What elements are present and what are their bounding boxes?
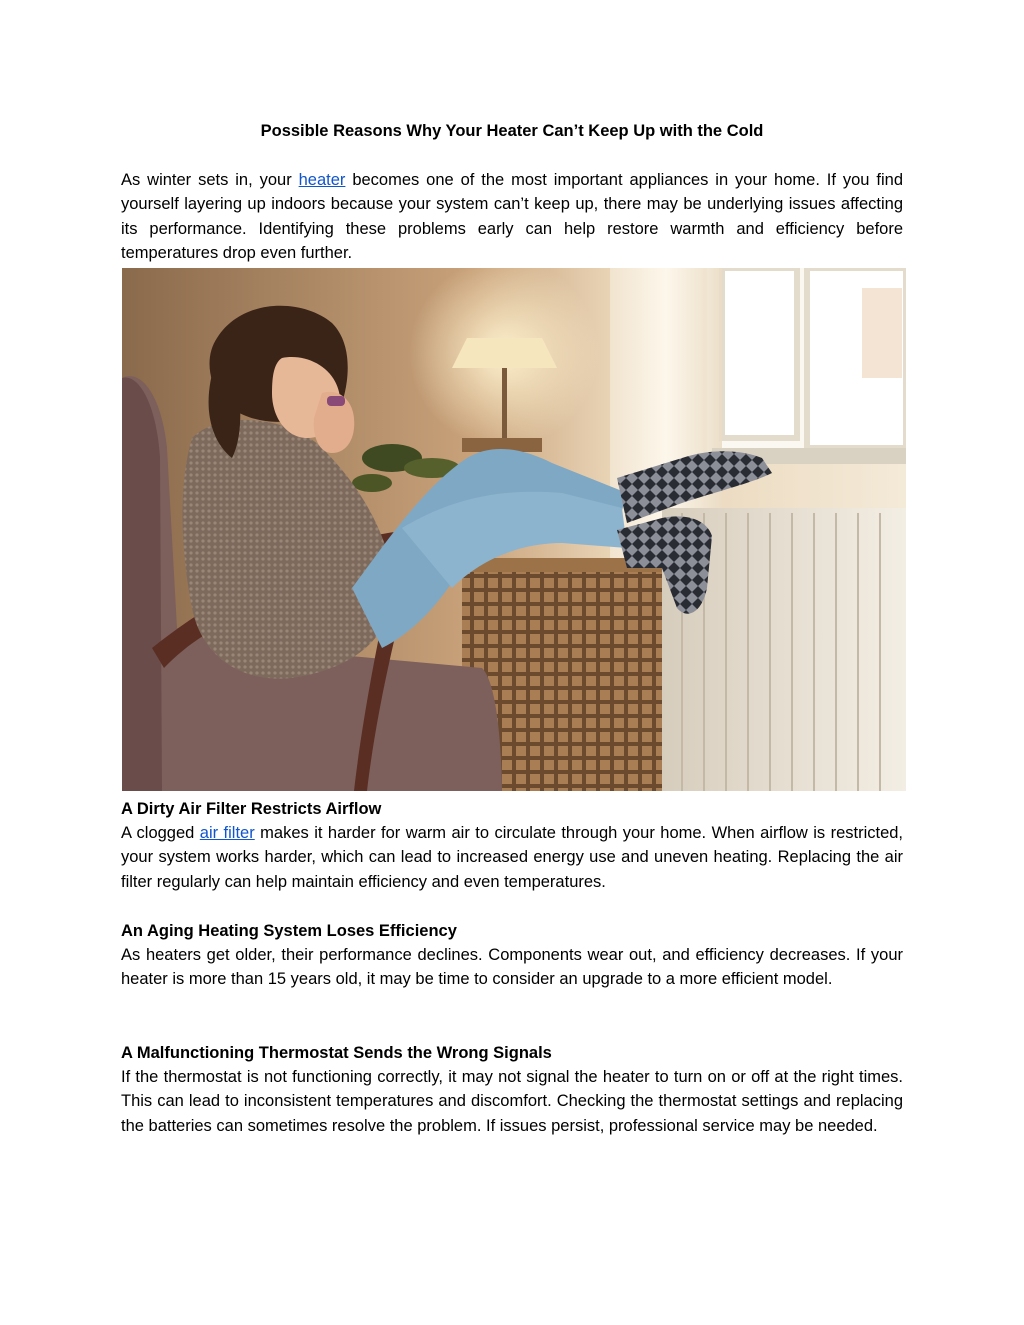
heater-link[interactable]: heater xyxy=(298,171,346,189)
section-body-air-filter xyxy=(121,821,903,894)
section-body-aging-system: As heaters get older, their performance declines. Components wear out, and efficiency decreases. If your heater is more than 15 years old, it may be time to consider an upgrade to a more efficient model. xyxy=(121,946,903,989)
air-filter-link[interactable]: air filter xyxy=(199,824,255,842)
intro-text-before: As winter sets in, your xyxy=(121,171,299,189)
cold-woman-photo xyxy=(122,268,906,791)
section-heading-air-filter: A Dirty Air Filter Restricts Airflow xyxy=(121,800,382,818)
air-filter-text-before: A clogged xyxy=(121,824,200,842)
section-heading-aging-system: An Aging Heating System Loses Efficiency xyxy=(121,922,457,940)
section-heading-thermostat: A Malfunctioning Thermostat Sends the Wrong Signals xyxy=(121,1044,552,1062)
section-body-thermostat: If the thermostat is not functioning correctly, it may not signal the heater to turn on or off at the right times. This can lead to inconsistent temperatures and discomfort. Checking the thermostat settings and replacing the batteries can sometimes resolve the problem. If issues persist, professional service may be needed. xyxy=(121,1068,903,1135)
page-title: Possible Reasons Why Your Heater Can’t Keep Up with the Cold xyxy=(260,122,764,140)
intro-text-after: becomes one of the most important appliances in your home. If you find yourself layering up indoors because your system can’t keep up, there may be underlying issues affecting its performance. Identifying these problems early can help restore warmth and efficiency before temperatures drop even further. xyxy=(121,171,903,263)
air-filter-text-after: makes it harder for warm air to circulate through your home. When airflow is restricted, your system works harder, which can lead to increased energy use and uneven heating. Replacing the air filter regularly can help maintain efficiency and even temperatures. xyxy=(121,824,904,891)
intro-paragraph xyxy=(121,168,903,266)
